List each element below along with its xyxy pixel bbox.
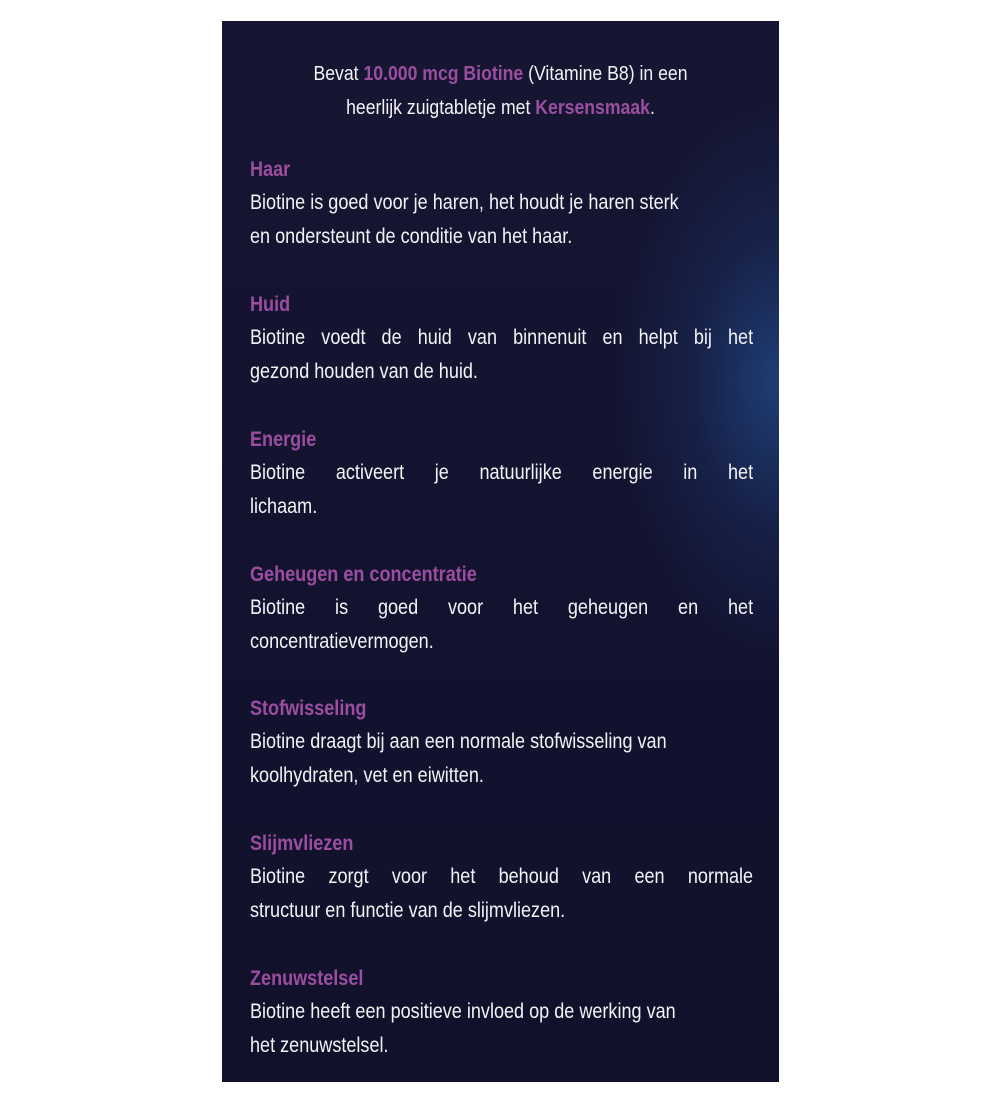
section-text: Biotine zorgt voor het behoud van een normale structuur en functie van de slijmvliezen. — [250, 865, 754, 922]
intro-line-2: heerlijk zuigtabletje met Kersensmaak. — [346, 96, 655, 119]
section-stofwisseling — [250, 693, 753, 793]
section-text: Biotine is goed voor het geheugen en het concentratievermogen. — [250, 596, 754, 653]
section-title: Zenuwstelsel — [250, 967, 364, 990]
section-title: Geheugen en concentratie — [250, 563, 477, 586]
section-zenuwstelsel — [250, 963, 753, 1063]
section-text: Biotine is goed voor je haren, het houdt je haren sterk en ondersteunt de conditie van het haar. — [250, 191, 679, 248]
section-text: Biotine voedt de huid van binnenuit en helpt bij het gezond houden van de huid. — [250, 326, 754, 383]
section-huid — [250, 289, 753, 389]
flavor: Kersensmaak — [535, 96, 650, 119]
section-text: Biotine heeft een positieve invloed op de werking van het zenuwstelsel. — [250, 1000, 676, 1057]
biotin-info-panel — [222, 21, 779, 1082]
section-title: Energie — [250, 428, 317, 451]
section-slijmvliezen — [250, 828, 753, 928]
intro-line-1: Bevat 10.000 mcg Biotine (Vitamine B8) in een — [313, 62, 688, 85]
section-geheugen — [250, 559, 753, 659]
section-energie — [250, 424, 753, 524]
section-text: Biotine activeert je natuurlijke energie in het lichaam. — [250, 461, 754, 518]
section-title: Slijmvliezen — [250, 832, 354, 855]
section-text: Biotine draagt bij aan een normale stofwisseling van koolhydraten, vet en eiwitten. — [250, 730, 667, 787]
section-title: Stofwisseling — [250, 697, 367, 720]
section-haar — [250, 154, 753, 254]
section-title: Huid — [250, 293, 291, 316]
biotin-amount: 10.000 mcg Biotine — [363, 62, 524, 85]
intro-text — [261, 57, 740, 125]
section-title: Haar — [250, 158, 291, 181]
